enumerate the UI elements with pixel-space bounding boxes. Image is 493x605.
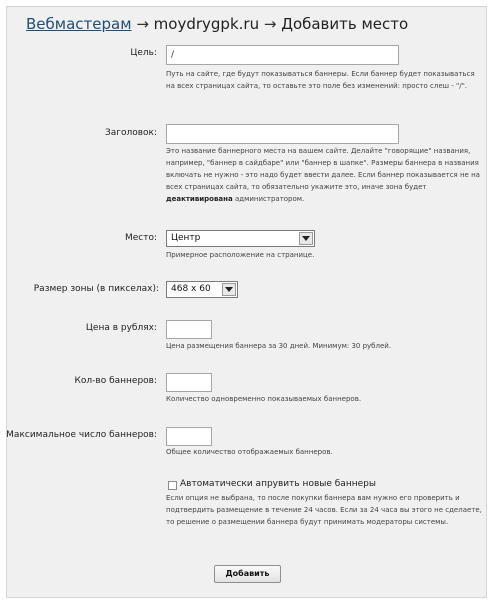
breadcrumb-site: moydrygpk.ru <box>153 15 260 33</box>
price-label: Цена в рублях: <box>85 323 157 333</box>
place-hint: Примерное расположение на странице. <box>166 251 315 259</box>
place-label: Место: <box>124 233 157 243</box>
chevron-down-icon[interactable] <box>222 283 236 296</box>
price-input[interactable] <box>166 320 212 339</box>
title-label: Заголовок: <box>104 128 157 138</box>
banner-count-hint: Количество одновременно показываемых баннеров. <box>166 395 362 403</box>
place-selected: Центр <box>171 233 201 243</box>
place-select[interactable] <box>166 230 315 247</box>
target-label: Цель: <box>130 48 157 58</box>
page-title: Добавить место <box>281 15 409 33</box>
breadcrumb <box>26 15 408 33</box>
breadcrumb-link-webmasters[interactable]: Вебмастерам <box>26 15 132 33</box>
auto-approve-label[interactable]: Автоматически апрувить новые баннеры <box>180 479 376 489</box>
auto-approve-checkbox[interactable] <box>168 481 177 490</box>
banner-count-label: Кол-во баннеров: <box>74 376 157 386</box>
target-hint: Путь на сайте, где будут показываться баннеры. Если баннер будет показываться на всех страницах сайта, то оставьте это поле без изменений: просто слеш - "/". <box>166 70 475 90</box>
max-banners-hint: Общее количество отображаемых баннеров. <box>166 448 333 456</box>
target-input[interactable] <box>166 45 399 65</box>
max-banners-label: Максимальное число баннеров: <box>6 430 157 440</box>
price-hint: Цена размещения баннера за 30 дней. Минимум: 30 рублей. <box>166 342 392 350</box>
breadcrumb-separator: → <box>263 15 277 33</box>
add-button[interactable]: Добавить <box>214 565 281 583</box>
zone-size-label: Размер зоны (в пикселах): <box>33 284 159 294</box>
zone-size-selected: 468 x 60 <box>171 284 211 294</box>
zone-size-select[interactable] <box>166 281 238 298</box>
chevron-down-icon[interactable] <box>299 232 313 245</box>
max-banners-input[interactable] <box>166 427 212 446</box>
title-hint: Это название баннерного места на вашем сайте. Делайте "говорящие" названия, например, "баннер в сайдбаре" или "баннер в шапке". Размеры баннера в названия включать не нужно - это надо будет ввести далее. Если баннер показывается не на всех страницах сайта, то обязательно укажите это, иначе зона будет деактивирована администратором. <box>166 147 480 203</box>
title-input[interactable] <box>166 124 399 144</box>
breadcrumb-separator: → <box>136 15 149 33</box>
banner-count-input[interactable] <box>166 373 212 392</box>
auto-approve-hint: Если опция не выбрана, то после покупки баннера вам нужно его проверить и подтвердить размещение в течение 24 часов. Если за 24 часа вы этого не сделаете, то решение о размещении баннера будут принимать модераторы системы. <box>166 494 482 526</box>
